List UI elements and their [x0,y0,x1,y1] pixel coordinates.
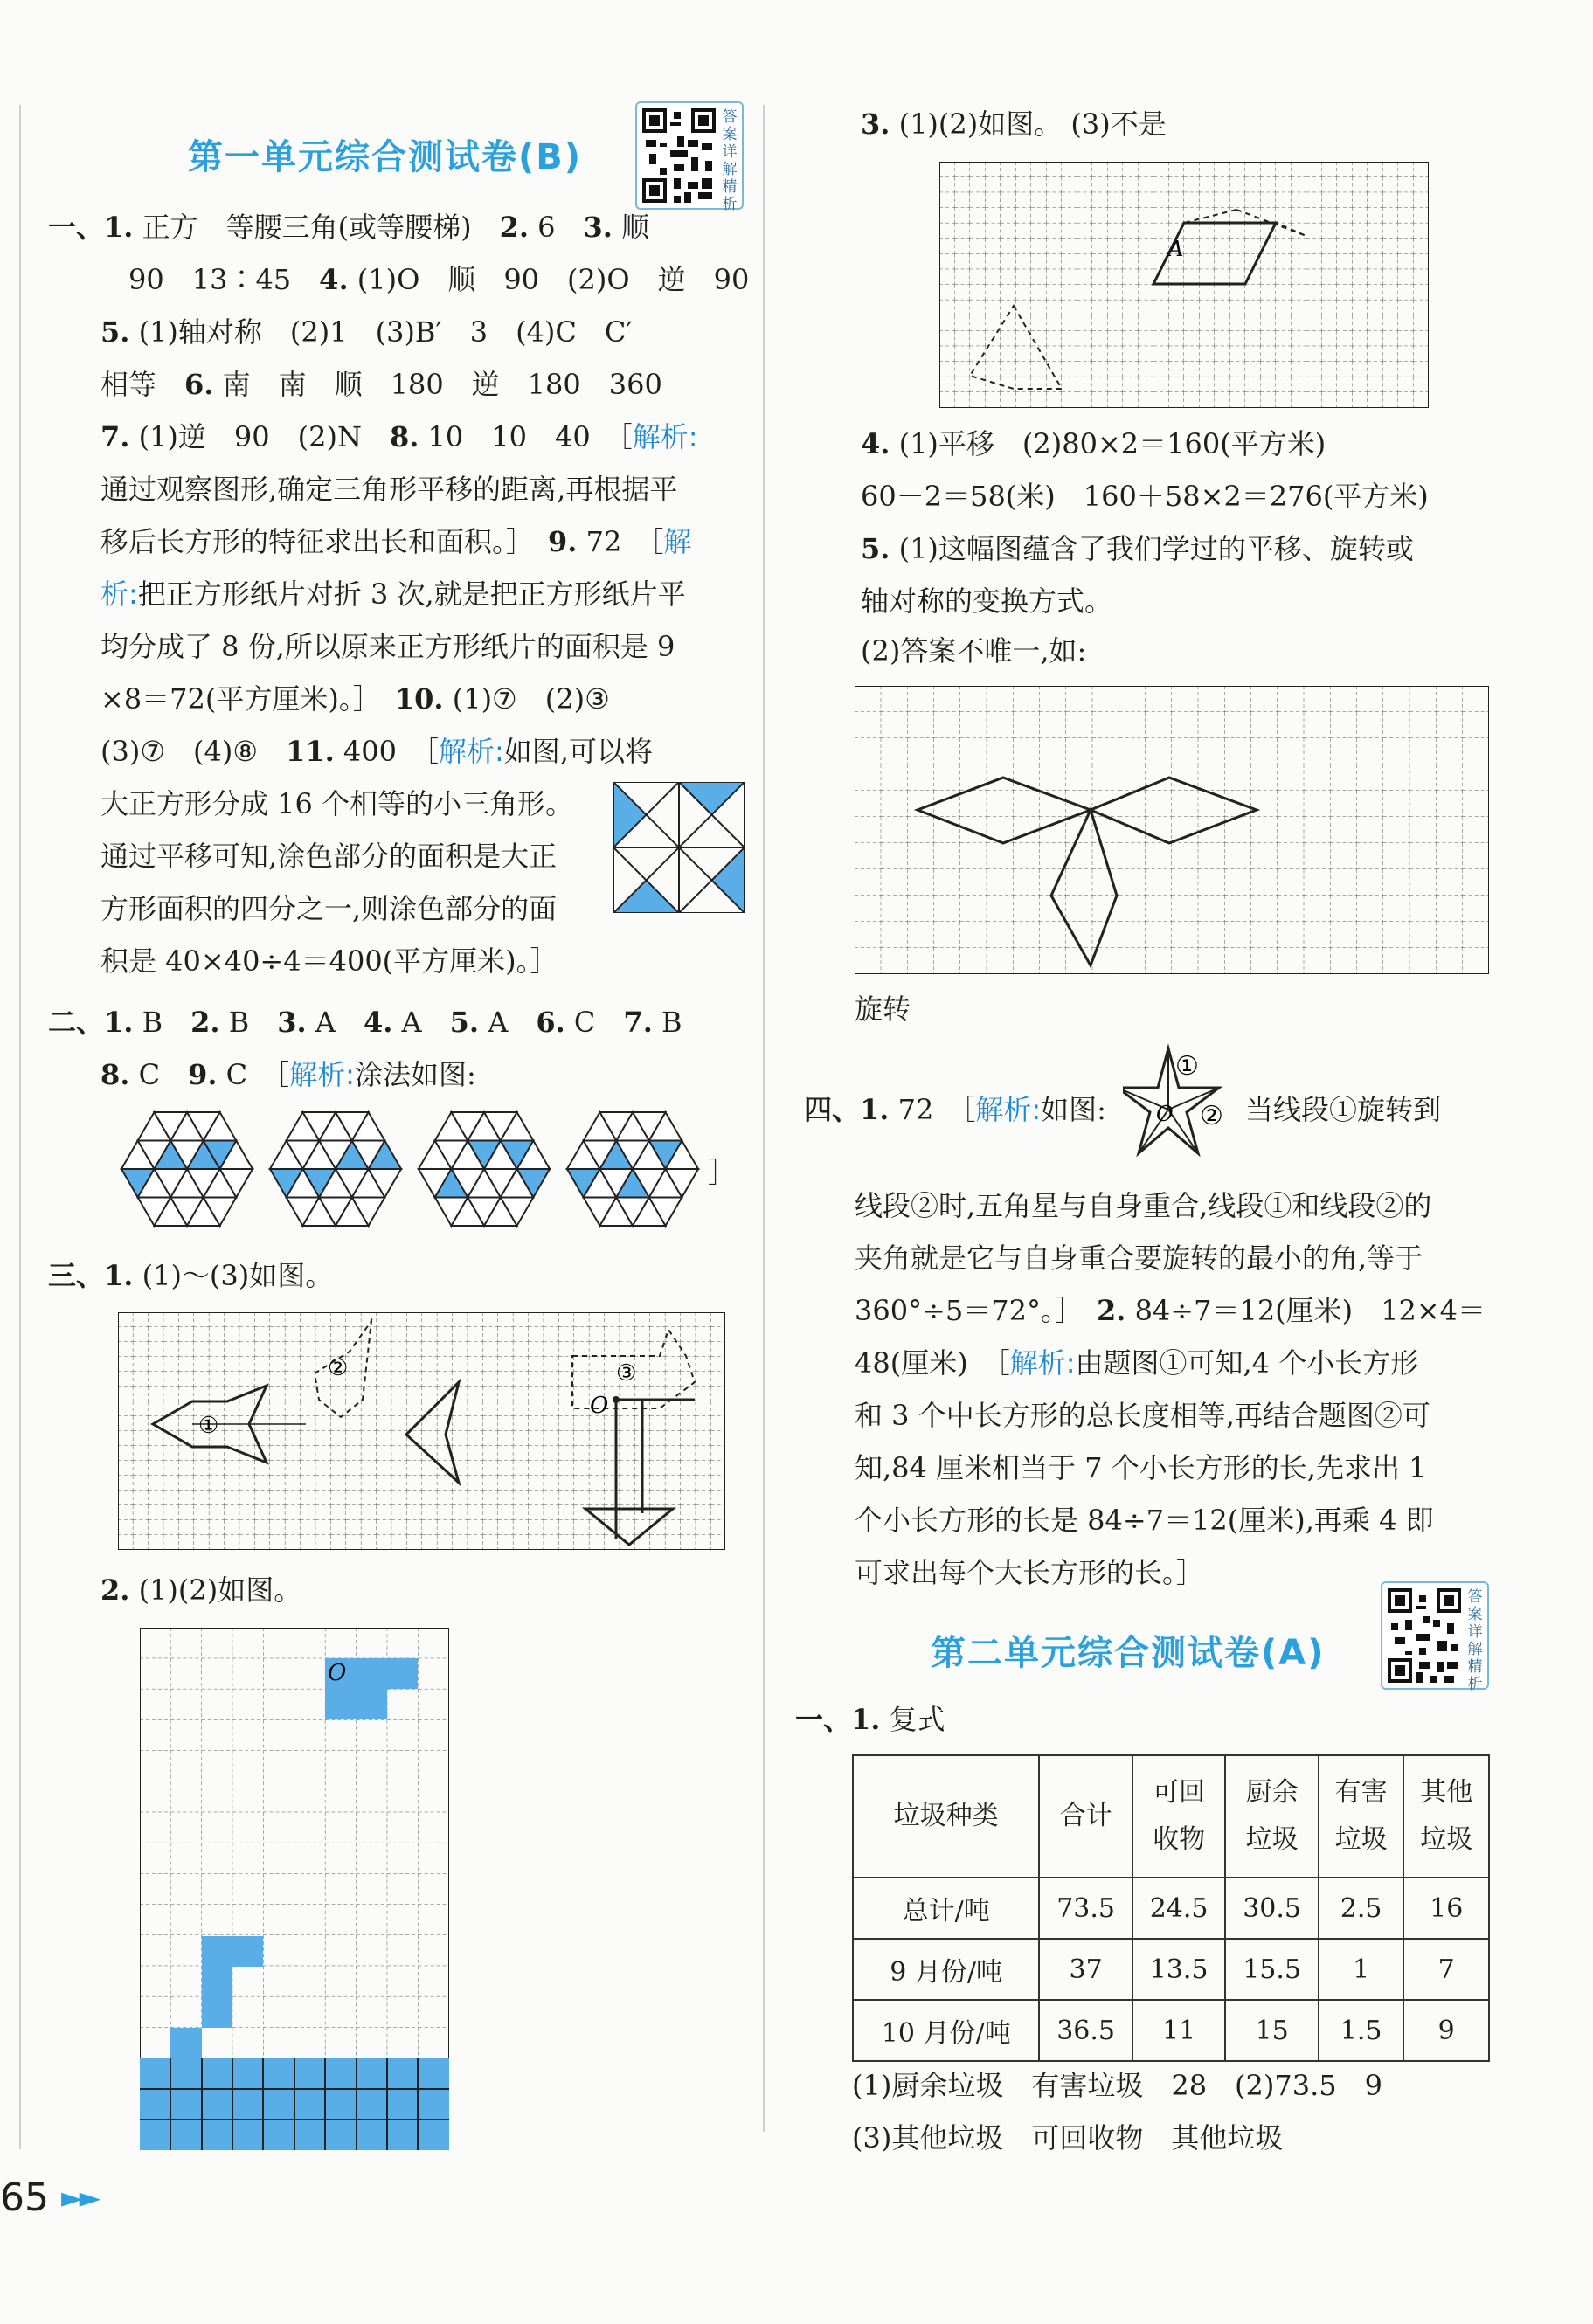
table-cell: 37 [1039,1939,1132,2000]
unit1b-seg: C ［ [217,1058,290,1091]
star-label-o: O [1156,1102,1174,1126]
unit1b-seg: 如图,可以将 [503,735,653,768]
unit1b-seg: 解析: [289,1058,355,1091]
table-cell: 2.5 [1319,1878,1404,1939]
sec4-line [855,1241,1423,1276]
u2-answer-line-1 [852,2068,1382,2103]
header-text: 其他 [1420,1777,1473,1808]
star-label-2: ② [1200,1101,1223,1131]
unit1b-seg: 3. [277,1006,307,1039]
unit1b-seg: 5. [449,1006,480,1039]
qr-pattern [642,108,716,203]
unit1b-line [100,472,677,507]
unit1b-seg: 大正方形分成 16 个相等的小三角形。 [100,787,574,820]
unit1b-line [100,839,557,874]
q3-seg: (1)(2)如图。 (3)不是 [890,107,1167,141]
unit1b-seg: (1)⑦ (2)③ [443,682,610,716]
q4b-seg: 60－2＝58(米) 160＋58×2＝276(平方米) [861,480,1429,513]
unit1b-line [100,419,698,454]
table-header-cell [1403,1755,1489,1878]
unit1b-seg: 南 南 顺 180 逆 180 360 [213,368,662,401]
table-header-cell [1039,1755,1132,1878]
u2-q1-line [795,1702,945,1737]
q4-line-2 [861,479,1429,514]
table-cell: 73.5 [1039,1878,1132,1939]
star-label-1: ① [1175,1051,1199,1082]
table-cell: 10 月份/吨 [853,2000,1039,2061]
unit1b-seg: 方形面积的四分之一,则涂色部分的面 [100,892,558,925]
sec3-grid-figure-2 [140,1628,449,2150]
star-figure [1123,1044,1228,1162]
qr-caption-char: 详 [722,143,738,161]
table-cell: 15 [1225,2000,1319,2061]
unit1b-seg: (3)⑦ (4)⑧ [100,735,287,768]
sec4-line [855,1188,1431,1223]
unit1b-title: 第一单元综合测试卷(B) [188,137,583,177]
sec4line-seg: 360°÷5＝72°。］ [855,1294,1097,1327]
sec3-seg: 1. [104,1259,134,1292]
qr-caption-char: 解 [1467,1641,1483,1658]
table-header-cell [853,1755,1039,1878]
header-text: 厨余 [1245,1777,1299,1808]
unit1b-seg: 解 [663,525,692,558]
table-cell: 9 月份/吨 [853,1939,1039,2000]
unit1b-line [100,524,691,559]
fig-label-o2: O [328,1660,347,1686]
q5-line-2 [861,584,1112,619]
table-cell: 9 [1403,2000,1489,2061]
unit1b-seg: C [129,1058,189,1091]
unit1b-seg: 6. [536,1006,565,1039]
fig-label-o: O [590,1393,609,1419]
table-cell: 总计/吨 [853,1878,1039,1939]
unit1b-seg: 6. [184,368,214,401]
unit1b-seg: 11. [286,735,335,768]
table-cell: 11 [1132,2000,1226,2061]
sec4-seg: 四、 [804,1093,861,1126]
unit1b-seg: A [392,1006,450,1039]
unit1b-seg: 把正方形纸片对折 3 次,就是把正方形纸片平 [137,578,686,611]
q3-grid-figure [939,162,1429,408]
sec4line-seg: 线段②时,五角星与自身重合,线段①和线段②的 [855,1189,1432,1222]
header-text: 垃圾种类 [893,1801,999,1831]
header-text: 垃圾 [1245,1824,1299,1855]
unit1b-seg: 4. [319,263,349,296]
qr-caption-2 [1466,1588,1484,1693]
qr-caption [721,108,738,213]
unit1b-seg: 解析: [438,735,504,768]
unit1b-line [48,1005,682,1040]
unit1b-seg: 一、 [48,211,105,244]
unit1b-line [100,681,610,716]
u2q1-seg: 复式 [880,1703,945,1736]
unit1b-seg: 7. [623,1006,653,1039]
hexagon-figure [118,1108,256,1230]
unit1b-seg: A [479,1006,537,1039]
qr-caption-char: 答 [1467,1588,1483,1606]
unit1b-seg: B [652,1006,682,1039]
qr-caption-char: 精 [722,178,738,196]
sec4-seg: 如图: [1041,1093,1106,1126]
table-row [853,1939,1489,2000]
header-text: 合计 [1059,1801,1112,1831]
unit1b-seg: 通过观察图形,确定三角形平移的距离,再根据平 [100,473,678,506]
sec4-line [855,1503,1434,1538]
fig-label-3: ③ [616,1360,637,1387]
sec4-line [855,1450,1426,1485]
unit2a-title: 第二单元综合测试卷(A) [931,1633,1326,1673]
header-text: 有害 [1334,1777,1388,1808]
sec3-q1-line [48,1258,333,1293]
q5a-seg: (1)这幅图蕴含了我们学过的平移、旋转或 [890,532,1414,565]
unit1b-seg: B [133,1006,191,1039]
unit1b-seg: 5. [100,315,130,349]
hexagon-figure [267,1108,405,1230]
sec4line-seg: 可求出每个大长方形的长。］ [855,1556,1205,1589]
unit1b-seg: ×8＝72(平方厘米)。］ [100,682,395,716]
unit1b-seg: (1)轴对称 (2)1 (3)B′ 3 (4)C C′ [129,315,633,349]
unit1b-seg: 1. [104,1006,134,1039]
unit1b-seg: 6 [528,211,584,244]
qr-code-icon[interactable] [635,101,744,213]
sec4line-seg: 知,84 厘米相当于 7 个小长方形的长,先求出 1 [855,1451,1427,1484]
sec4-line [855,1293,1486,1328]
unit1b-line [100,734,653,769]
sec4-line [855,1555,1204,1590]
q9-bracket-close: ］ [708,1156,737,1189]
unit1b-line [100,315,633,349]
unit1b-line [100,891,557,926]
sec3-grid-figure-1 [118,1312,725,1550]
sec4line-seg: 48(厘米) ［ [855,1346,1010,1380]
qr-caption-char: 详 [1467,1623,1483,1641]
q3-seg: 3. [861,107,890,141]
table-row [853,1878,1489,1939]
table-cell: 13.5 [1132,1939,1226,2000]
sec4line-seg: 84÷7＝12(厘米) 12×4＝ [1125,1294,1486,1327]
table-cell: 1 [1319,1939,1404,2000]
table-cell: 30.5 [1225,1878,1319,1939]
unit1b-line [100,786,573,821]
ans2-seg: (3)其他垃圾 可回收物 其他垃圾 [852,2121,1284,2155]
page-number: 65 [0,2175,49,2220]
fig-label-2: ② [328,1355,349,1381]
q5c-seg: (2)答案不唯一,如: [861,634,1087,667]
sec3-seg: (1)～(3)如图。 [133,1259,334,1292]
unit1b-seg: 顺 [612,211,650,244]
unit1b-seg: (1)逆 90 (2)N [129,420,390,453]
unit1b-seg: 9. [188,1058,218,1091]
unit1b-line [100,944,558,979]
sec3-q2-line [100,1573,301,1608]
table-header-row [853,1755,1489,1878]
unit1b-line [100,367,662,402]
sec3-seg: 三、 [48,1259,105,1292]
qr-caption-char: 解 [722,161,738,178]
qr-caption-char: 案 [722,126,738,143]
unit1b-seg: 析: [100,578,138,611]
right-column [769,0,1593,2324]
q3-label-a: A [1168,237,1184,261]
unit1b-seg: 10 10 40 ［ [419,420,633,453]
sec4line-seg: 和 3 个中长方形的总长度相等,再结合题图②可 [855,1399,1430,1432]
sec4-seg: 1. [860,1093,890,1126]
q5-line-1 [861,531,1414,566]
qr-pattern-2 [1388,1588,1461,1683]
unit1b-seg: 2. [499,211,529,244]
u2q1-seg: 一、 [795,1703,852,1736]
page-arrows-icon: ►► [61,2181,98,2214]
unit1b-seg: 二、 [48,1006,105,1039]
table-row [853,2000,1489,2061]
unit1b-seg: 涂法如图: [354,1058,476,1091]
table-header-cell [1319,1755,1404,1878]
unit1b-line [100,1057,476,1092]
sec4-q1-tail: 当线段①旋转到 [1245,1093,1442,1126]
unit1b-seg: C [564,1006,624,1039]
unit1b-seg: 9. [548,525,578,558]
header-text: 垃圾 [1334,1824,1388,1855]
unit1b-seg: 1. [104,211,134,244]
table-cell: 7 [1403,1939,1489,2000]
sec3q2-seg: (1)(2)如图。 [129,1574,302,1607]
left-column [0,0,769,2324]
u2-answer-line-2 [852,2120,1283,2155]
sec4-line [855,1345,1418,1380]
table-header-cell [1225,1755,1319,1878]
unit1b-seg: 90 13∶45 [100,263,320,296]
qr-caption-char: 答 [722,108,738,126]
q5-grid-figure [855,686,1489,974]
unit1b-seg: 7. [100,420,130,453]
unit1b-seg: 正方 等腰三角(或等腰梯) [133,211,500,244]
sec4line-seg: 个小长方形的长是 84÷7＝12(厘米),再乘 4 即 [855,1504,1434,1537]
unit1b-seg: 72 ［ [577,525,664,558]
unit1b-seg: 移后长方形的特征求出长和面积。］ [100,525,549,558]
u2q1-seg: 1. [851,1703,881,1736]
unit1b-line [100,577,686,612]
header-text: 可回 [1153,1777,1206,1808]
q4a-seg: (1)平移 (2)80×2＝160(平方米) [890,427,1326,460]
sec3q2-seg: 2. [100,1574,130,1607]
q4-line-1 [861,426,1326,461]
hexagon-figure [415,1108,553,1230]
sec4-seg: 72 ［ [889,1093,976,1126]
unit1b-seg: 8. [389,420,419,453]
q5b-seg: 轴对称的变换方式。 [861,584,1113,618]
header-text: 收物 [1153,1824,1206,1855]
table-header-cell [1132,1755,1226,1878]
header-text: 垃圾 [1420,1824,1473,1855]
table-cell: 24.5 [1132,1878,1226,1939]
sec4-q1-line [804,1092,1106,1127]
unit1b-seg: 4. [363,1006,393,1039]
unit1b-seg: 400 ［ [334,735,439,768]
table-cell: 16 [1403,1878,1489,1939]
qr-code-icon-2[interactable] [1381,1581,1489,1693]
q3-line [861,107,1167,142]
unit1b-seg: A [306,1006,364,1039]
sec4-seg: 解析: [975,1093,1042,1126]
sec4-line [855,1398,1430,1433]
q11-square-figure [613,782,745,913]
trash-table [852,1754,1490,2062]
q5a-seg: 5. [861,532,890,565]
unit1b-seg: 10. [394,682,444,716]
unit1b-line [48,210,649,245]
unit1b-seg: 均分成了 8 份,所以原来正方形纸片的面积是 9 [100,630,675,663]
unit1b-seg: 积是 40×40÷4＝400(平方厘米)。］ [100,944,558,978]
unit1b-seg: 2. [190,1006,220,1039]
sec4line-seg: 夹角就是它与自身重合要旋转的最小的角,等于 [855,1242,1423,1275]
unit1b-seg: B [219,1006,278,1039]
hexagon-figure [564,1108,702,1230]
sec4line-seg: 解析: [1009,1346,1076,1380]
fig-label-1: ① [198,1413,219,1439]
qr-caption-char: 案 [1467,1606,1483,1623]
unit1b-seg: 解析: [632,420,698,453]
ans1-seg: (1)厨余垃圾 有害垃圾 28 (2)73.5 9 [852,2069,1382,2102]
sec4line-seg: 2. [1096,1294,1126,1327]
q5-line-3 [861,633,1086,668]
unit1b-seg: 8. [100,1058,130,1091]
qr-caption-char: 析 [1467,1676,1483,1693]
q4a-seg: 4. [861,427,890,460]
qr-caption-char: 精 [1467,1658,1483,1676]
rotate-label: 旋转 [855,993,911,1026]
unit1b-seg: 相等 [100,368,185,401]
table-cell: 1.5 [1319,2000,1404,2061]
table-cell: 36.5 [1039,2000,1132,2061]
unit1b-seg: 3. [583,211,613,244]
unit1b-line [100,629,675,664]
unit1b-line [100,262,749,297]
sec4line-seg: 由题图①可知,4 个小长方形 [1075,1346,1419,1380]
table-cell: 15.5 [1225,1939,1319,2000]
unit1b-seg: (1)O 顺 90 (2)O 逆 90 [348,263,750,296]
unit1b-seg: 通过平移可知,涂色部分的面积是大正 [100,840,558,873]
qr-caption-char: 析 [722,196,738,213]
